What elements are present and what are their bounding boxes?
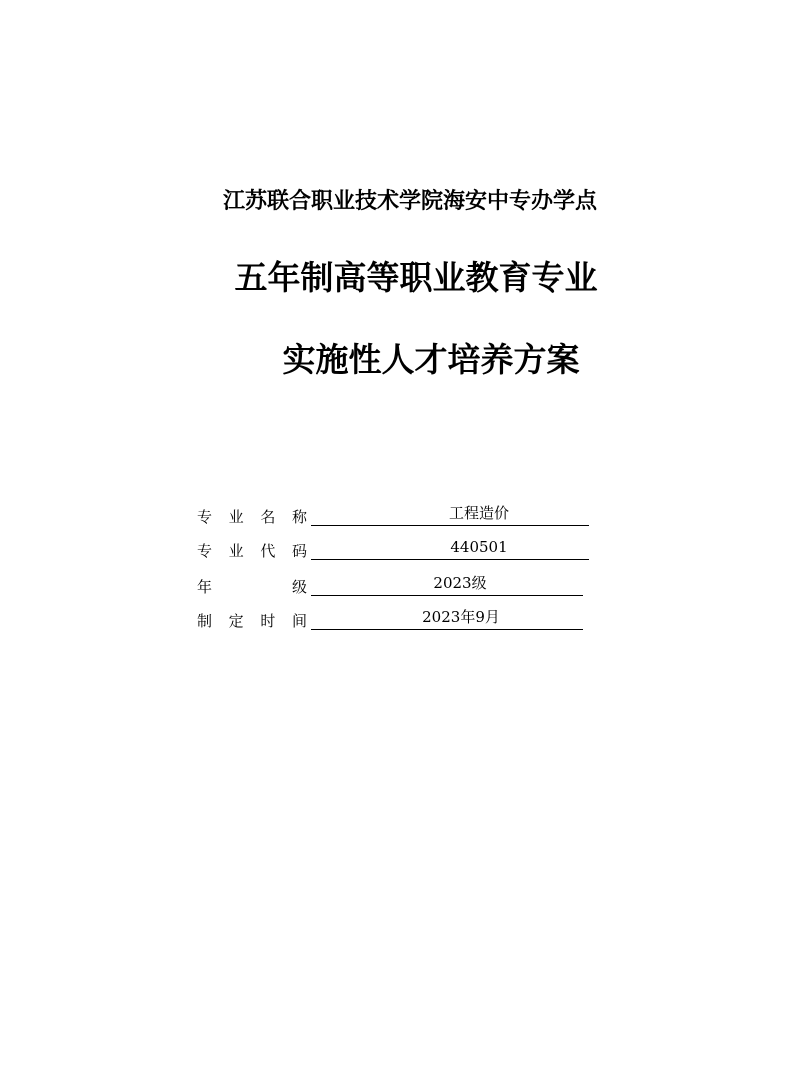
info-value-field [311, 536, 589, 560]
title-line-1: 五年制高等职业教育专业 [234, 258, 598, 297]
major-name-value: 工程造价 [448, 504, 509, 522]
date-value: 2023年9月 [422, 608, 500, 626]
info-row-major-code [197, 536, 597, 570]
info-value-field [311, 572, 583, 596]
info-value-field [311, 606, 583, 630]
school-name: 江苏联合职业技术学院海安中专办学点 [222, 188, 597, 214]
grade-value: 2023级 [433, 574, 487, 592]
major-code-value: 440501 [450, 538, 508, 556]
info-row-grade [197, 572, 597, 606]
info-label: 专 业 名 称 [197, 508, 307, 526]
info-label: 年 级 [197, 578, 307, 596]
info-value-field [311, 502, 589, 526]
info-label: 制 定 时 间 [197, 612, 307, 630]
info-label: 专 业 代 码 [197, 542, 307, 560]
title-line-2: 实施性人才培养方案 [282, 340, 580, 379]
info-row-major-name [197, 502, 597, 536]
info-block [197, 502, 597, 638]
info-row-date [197, 606, 597, 640]
